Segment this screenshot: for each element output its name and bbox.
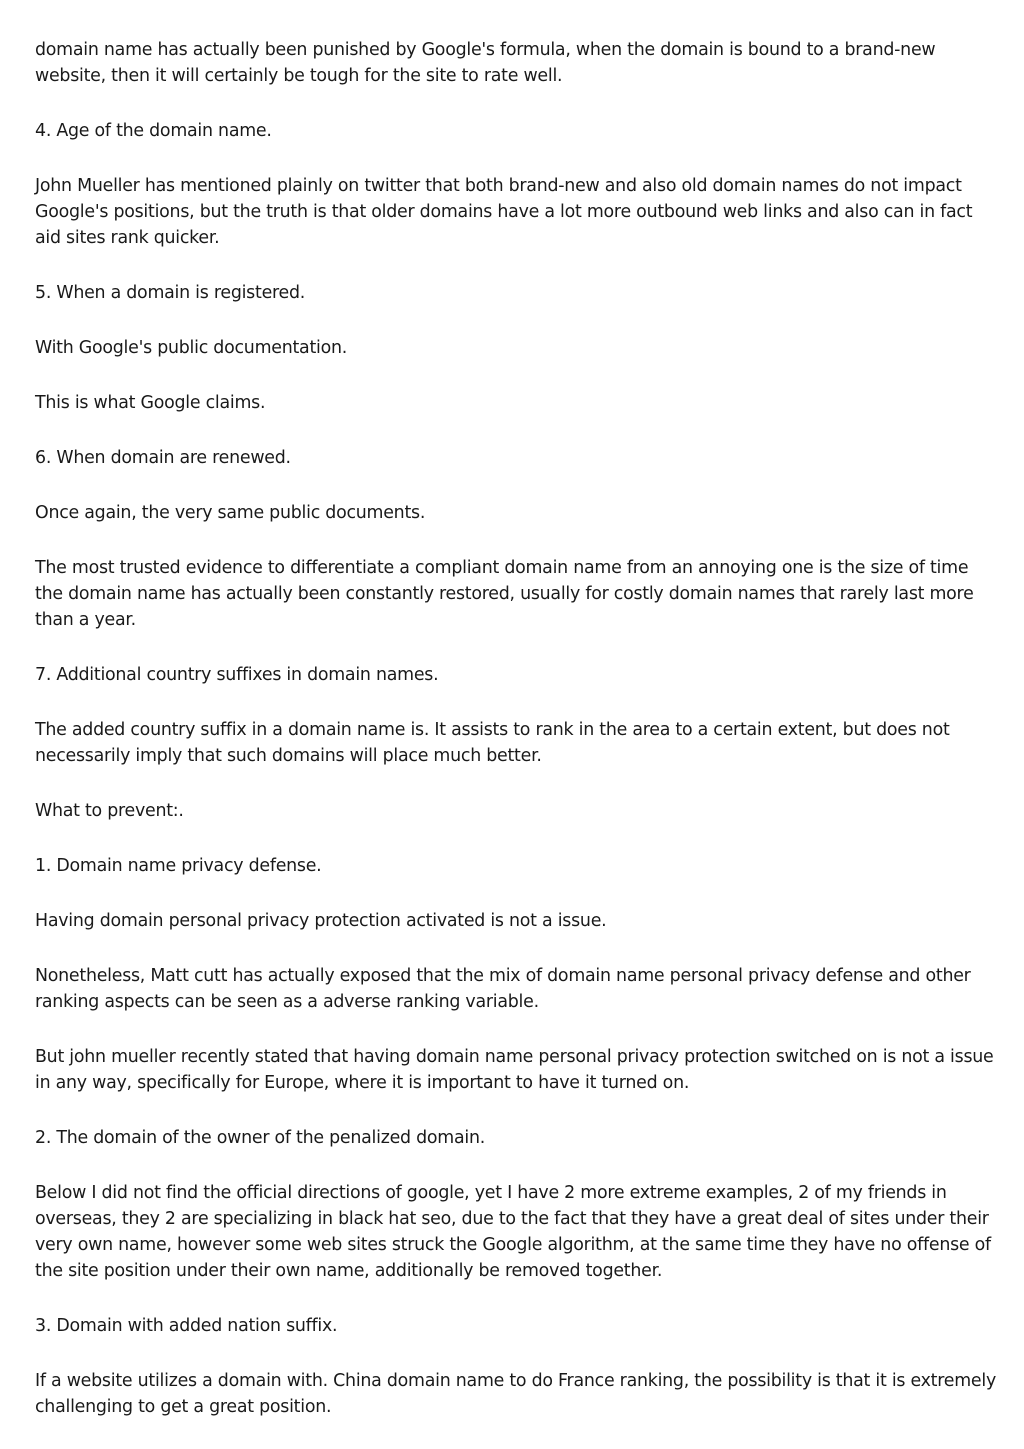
paragraph-google-claims: This is what Google claims. <box>35 393 266 413</box>
paragraph-black-hat-examples: Below I did not find the official directions of google, yet I have 2 more extreme examples, 2 of my friends in overseas, they 2 are specializing in black hat seo, due to the fact that they have a great deal of sites under their very own name, however some web sites struck the Google algorithm, at the same time they have no offense of the site position under their own name, additionally be removed together. <box>35 1183 991 1281</box>
heading-domain-renewed: 6. When domain are renewed. <box>35 448 291 468</box>
paragraph-china-domain: If a website utilizes a domain with. China domain name to do France ranking, the possibility is that it is extremely challenging to get a great position. <box>35 1371 996 1417</box>
heading-what-to-prevent: What to prevent:. <box>35 801 184 821</box>
heading-country-suffixes: 7. Additional country suffixes in domain names. <box>35 665 439 685</box>
paragraph-privacy-not-issue: Having domain personal privacy protection activated is not a issue. <box>35 911 607 931</box>
paragraph-public-documentation: With Google's public documentation. <box>35 338 348 358</box>
document-body <box>35 37 997 1449</box>
heading-owner-penalized-domain: 2. The domain of the owner of the penalized domain. <box>35 1128 486 1148</box>
heading-age-of-domain: 4. Age of the domain name. <box>35 121 272 141</box>
paragraph-john-mueller-age: John Mueller has mentioned plainly on twitter that both brand-new and also old domain names do not impact Google's positions, but the truth is that older domains have a lot more outbound web links and also can in fact aid sites rank quicker. <box>35 176 973 248</box>
paragraph-domain-punished: domain name has actually been punished by Google's formula, when the domain is bound to a brand-new website, then it will certainly be tough for the site to rate well. <box>35 40 936 86</box>
paragraph-same-public-documents: Once again, the very same public documents. <box>35 503 426 523</box>
heading-domain-registered: 5. When a domain is registered. <box>35 283 306 303</box>
heading-privacy-defense: 1. Domain name privacy defense. <box>35 856 322 876</box>
paragraph-john-mueller-privacy: But john mueller recently stated that having domain name personal privacy protection switched on is not a issue in any way, specifically for Europe, where it is important to have it turned on. <box>35 1047 994 1093</box>
paragraph-matt-cutt: Nonetheless, Matt cutt has actually exposed that the mix of domain name personal privacy defense and other ranking aspects can be seen as a adverse ranking variable. <box>35 966 971 1012</box>
heading-nation-suffix: 3. Domain with added nation suffix. <box>35 1316 338 1336</box>
paragraph-country-suffix: The added country suffix in a domain name is. It assists to rank in the area to a certain extent, but does not necessarily imply that such domains will place much better. <box>35 720 950 766</box>
paragraph-trusted-evidence: The most trusted evidence to differentiate a compliant domain name from an annoying one is the size of time the domain name has actually been constantly restored, usually for costly domain names that rarely last more than a year. <box>35 558 974 630</box>
